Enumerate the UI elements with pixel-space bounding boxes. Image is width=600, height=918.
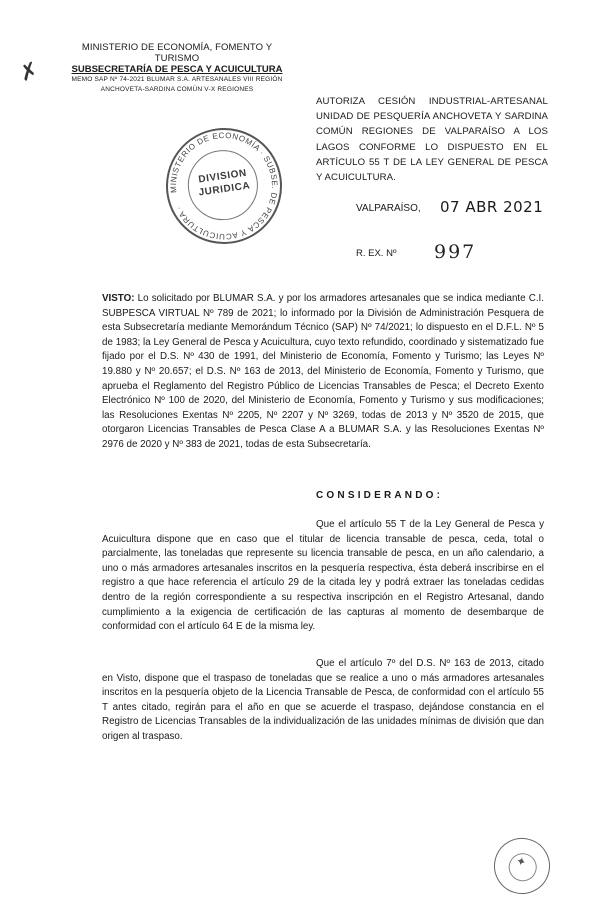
considerando-heading: CONSIDERANDO:	[316, 490, 444, 501]
date-stamp: 07 ABR 2021	[440, 198, 544, 216]
stamp-ring-label: MINISTERIO DE ECONOMÍA · SUBSE. DE PESCA Y ACUICULTURA ·	[168, 130, 280, 242]
place-label: VALPARAÍSO,	[356, 203, 421, 214]
star-icon: ✦	[514, 853, 528, 870]
handwritten-mark-icon: ✗	[16, 57, 43, 88]
ministry-name: MINISTERIO DE ECONOMÍA, FOMENTO Y TURISMO	[81, 42, 273, 64]
visto-paragraph	[102, 292, 544, 453]
visto-text: Lo solicitado por BLUMAR S.A. y por los armadores artesanales que se indica mediante C.I. SUBPESCA VIRTUAL Nº 789 de 2021; lo informado por la División de Administración Pesquera de esta Subsecretaría mediante Memorándum Técnico (SAP) Nº 74/2021; lo dispuesto en el D.F.L. Nº 5 de 1983; la Ley General de Pesca y Acuicultura, cuyo texto refundido, coordinado y sistematizado fue fijado por el D.S. Nº 430 de 1991, del Ministerio de Economía, Fomento y Turismo; las Leyes Nº 19.880 y Nº 20.657; el D.S. Nº 163 de 2013, del Ministerio de Economía, Fomento y Turismo, que aprueba el Reglamento del Registro Público de Licencias Transables de Pesca; el Decreto Exento Electrónico Nº 100 de 2020, del Ministerio de Economía, Fomento y Turismo y sus modificaciones; las Resoluciones Exentas Nº 2205, Nº 2207 y Nº 3269, todas de 2013 y Nº 3520 de 2015, que otorgaron Licencias Transables de Pesca Clase A a BLUMAR S.A. y las Resoluciones Exentas Nº 2976 de 2020 y Nº 383 de 2021, todas de esta Subsecretaría.	[102, 293, 544, 450]
considerando-paragraph-2: Que el artículo 7º del D.S. Nº 163 de 2013, citado en Visto, dispone que el traspaso de toneladas que se realice a uno o más armadores artesanales inscritos en la pesquería objeto de la Licencia Transable de Pesca, de conformidad con el artículo 55 T antes citado, regirán para el año en que se acuerde el traspaso, dejándose constancia en el Registro de Licencias Transables de la individualización de las unidades mínimas de división que dan origen al traspaso.	[102, 658, 544, 742]
subsecretaria-name: SUBSECRETARÍA DE PESCA Y ACUICULTURA	[71, 64, 283, 75]
stamp-line-juridica: JURIDICA	[197, 180, 252, 199]
considerando-paragraph-1: Que el artículo 55 T de la Ley General de Pesca y Acuicultura dispone que en caso que el titular de licencia transable de pesca, ceda, total o parcialmente, las toneladas que represente su licencia transable de pesca, en un año calendario, a uno o más armadores artesanales inscritos en la pesquería respectiva, ésta deberá inscribirse en el registro a que hace referencia el artículo 29 de la citada ley y podrá extraer las toneladas cedidas dentro de la región correspondiente a su respectiva inscripción en el Registro Artesanal, dando cumplimiento a la exigencia de certificación de las capturas al momento de desembarque de conformidad con el artículo 64 E de la misma ley.	[102, 519, 544, 633]
division-juridica-stamp	[158, 120, 289, 251]
resolution-subject: AUTORIZA CESIÓN INDUSTRIAL-ARTESANAL UNIDAD DE PESQUERÍA ANCHOVETA Y SARDINA COMÚN REGIONES DE VALPARAÍSO A LOS LAGOS CONFORME LO DISPUESTO EN EL ARTÍCULO 55 T DE LA LEY GENERAL DE PESCA Y ACUICULTURA.	[316, 96, 548, 184]
letterhead	[62, 42, 292, 95]
fishery-reference: ANCHOVETA-SARDINA COMÚN V-X REGIONES	[100, 86, 254, 93]
resolution-number: 997	[434, 241, 477, 263]
resolution-number-label: R. EX. Nº	[356, 248, 397, 259]
stamp-line-division: DIVISION	[197, 167, 248, 186]
footer-seal-icon	[488, 832, 557, 901]
visto-lead: VISTO:	[102, 293, 135, 304]
memo-reference: MEMO SAP Nº 74-2021 BLUMAR S.A. ARTESANALES VIII REGIÓN	[71, 76, 283, 83]
